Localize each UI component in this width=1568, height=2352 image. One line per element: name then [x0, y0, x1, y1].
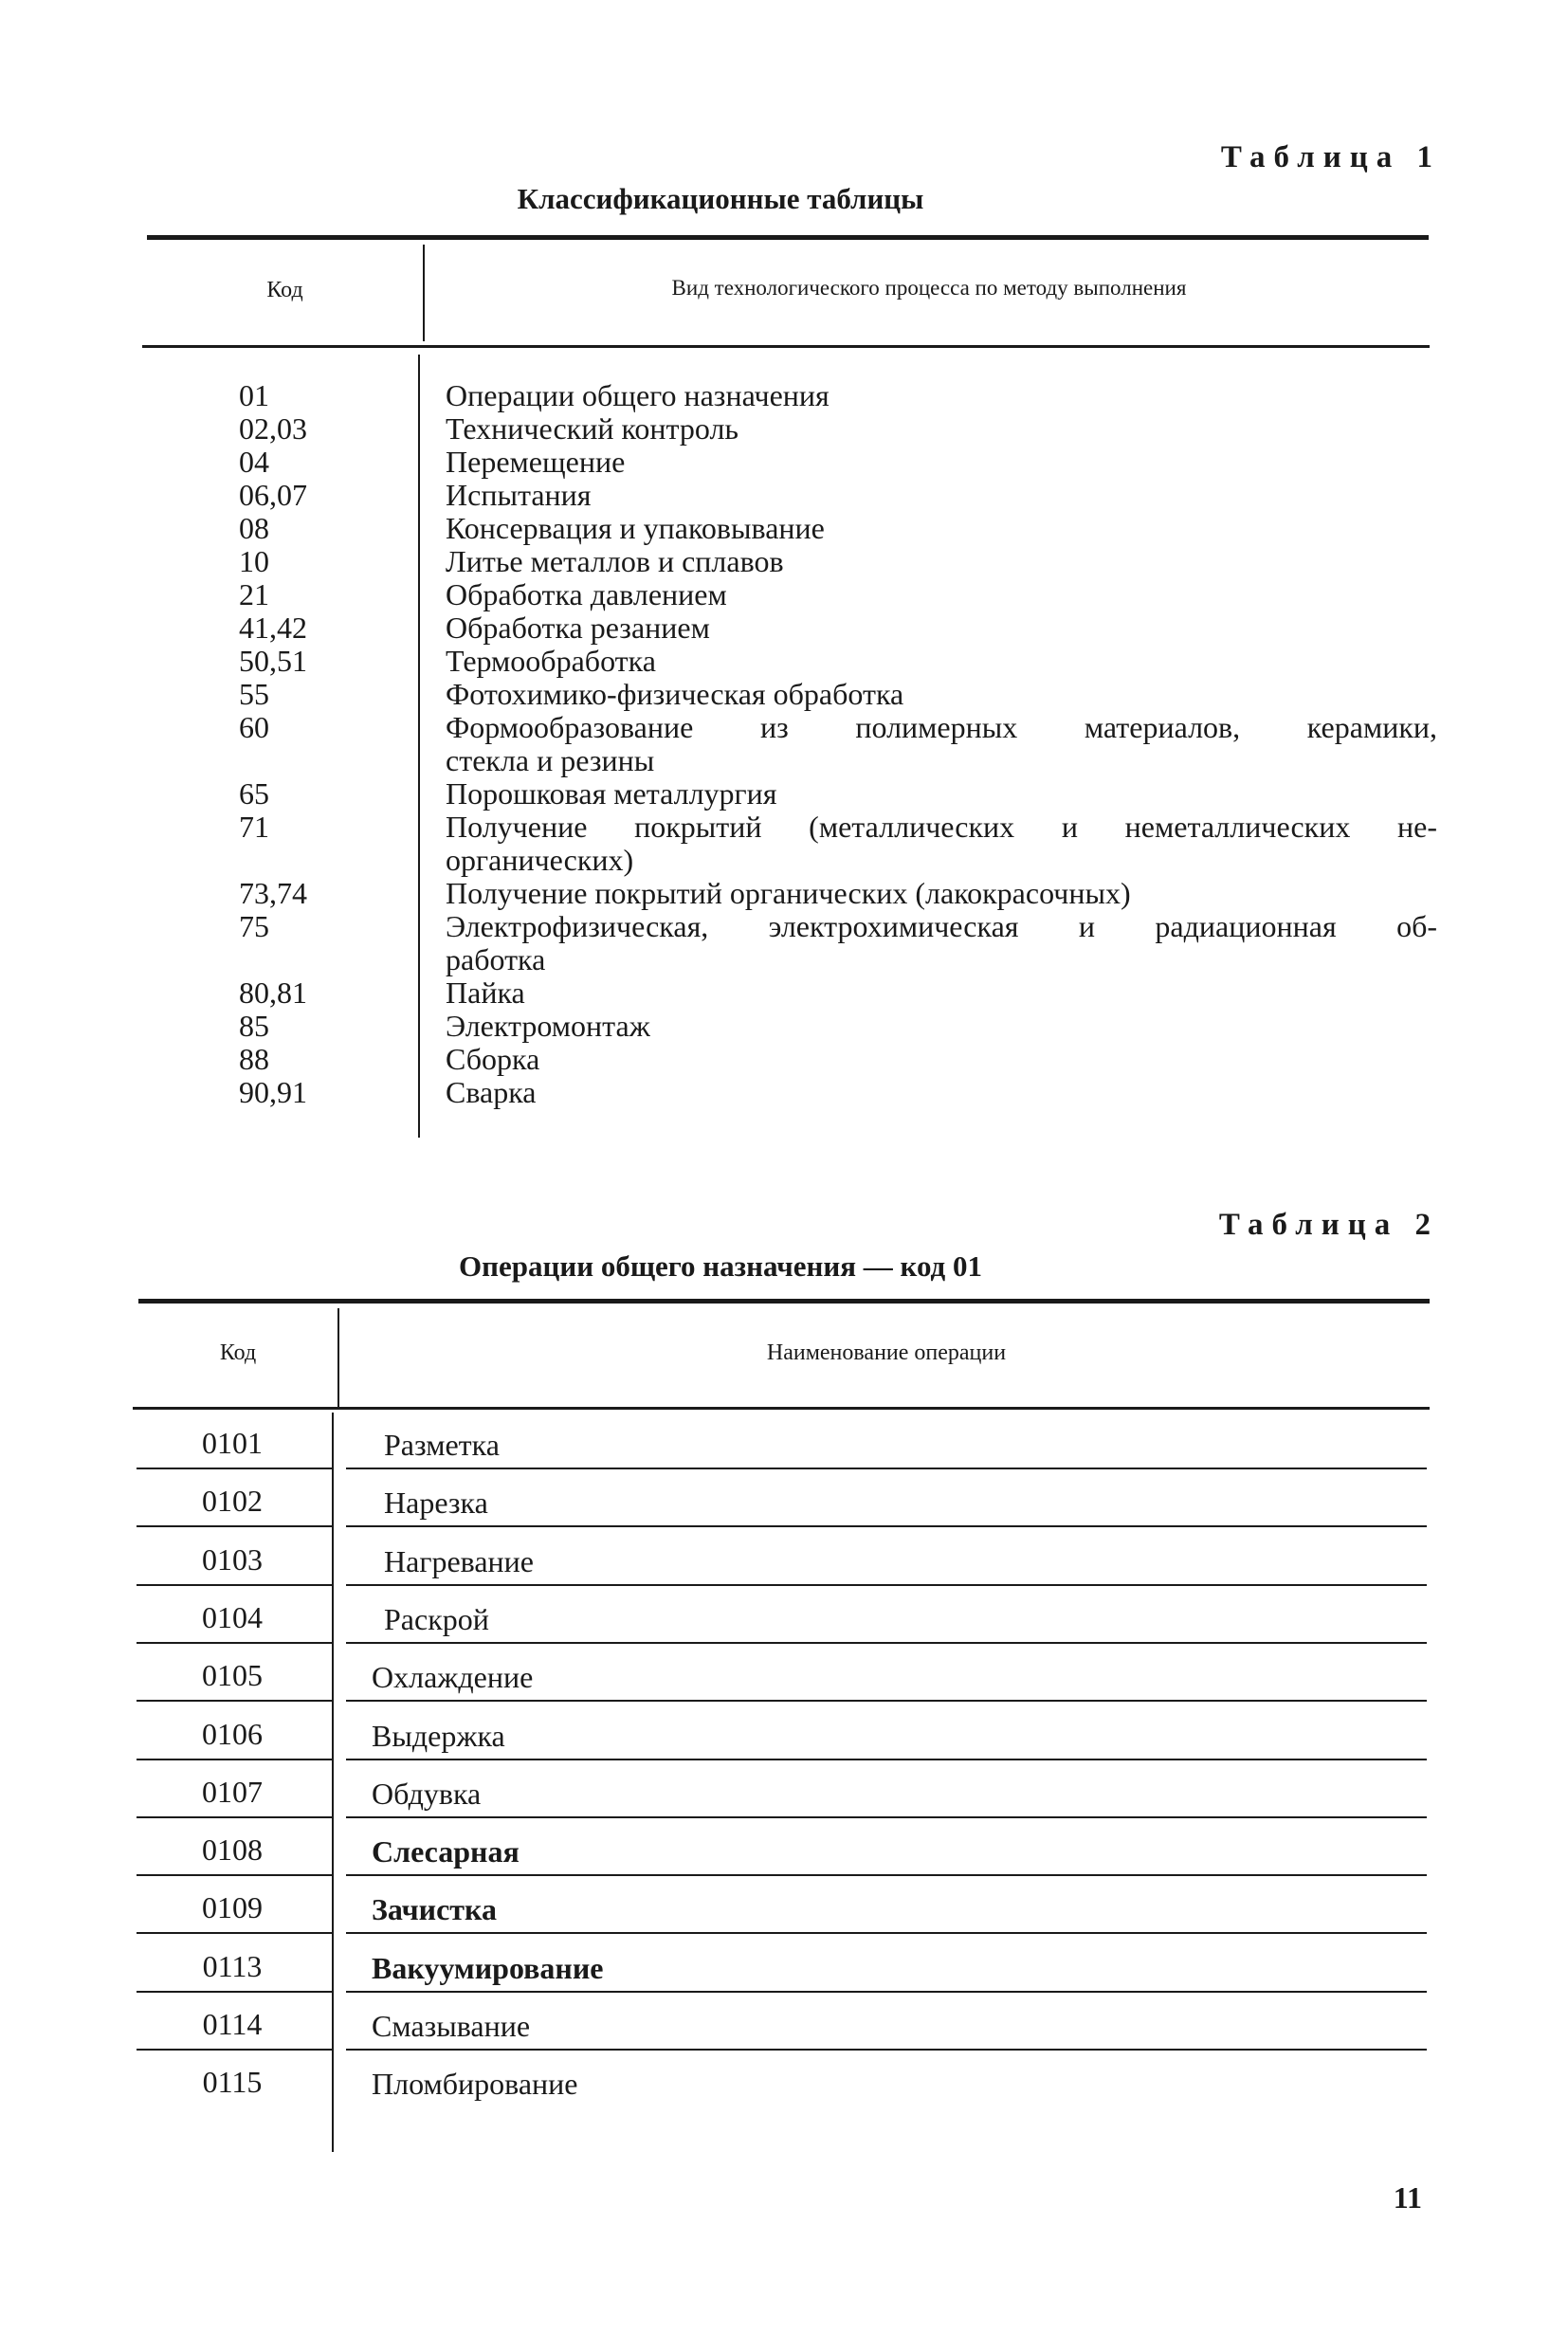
table-1-description-line: органических): [446, 843, 634, 877]
table-2-top-rule: [138, 1299, 1430, 1304]
table-1-description-line: стекла и резины: [446, 743, 655, 777]
table-1-description-line: Электрофизическая, электрохимическая и радиационная об-: [446, 909, 1437, 943]
operation-name: Вакуумирование: [372, 1950, 604, 1985]
table-1-description-line: Фотохимико-физическая обработка: [446, 677, 904, 711]
table-row: [133, 1994, 1430, 2051]
row-rule: [137, 1525, 332, 1527]
table-1-label: Таблица 1: [1220, 140, 1441, 174]
row-rule: [137, 1874, 332, 1876]
page-number: 11: [1393, 2180, 1422, 2215]
table-1-code: 10: [239, 544, 269, 578]
operation-code: 0114: [202, 2007, 263, 2041]
table-1-header-divider: [423, 245, 425, 341]
table-row: [133, 1587, 1430, 1645]
row-rule: [137, 1932, 332, 1934]
table-1-header-rule: [142, 345, 1430, 348]
table-1-code: 01: [239, 378, 269, 412]
table-1-code-column: [190, 379, 379, 1109]
table-row: [133, 1704, 1430, 1761]
table-1-code-spacer: [190, 744, 379, 777]
row-rule: [137, 1642, 332, 1644]
table-1-description-line: Литье металлов и сплавов: [446, 544, 784, 578]
operation-code: 0115: [202, 2065, 263, 2100]
operation-code: 0101: [202, 1426, 263, 1460]
table-1-header-code: Код: [266, 278, 303, 302]
table-1-title: Классификационные таблицы: [517, 182, 924, 215]
table-row: [133, 1936, 1430, 1994]
table-row: [133, 1645, 1430, 1703]
operation-name: Зачистка: [372, 1892, 497, 1927]
table-1-description-column: [446, 379, 1437, 1109]
operation-name: Выдержка: [372, 1718, 505, 1753]
table-row: [133, 1877, 1430, 1935]
operation-name: Обдувка: [372, 1776, 482, 1811]
table-1-code-spacer: [190, 844, 379, 877]
operation-code: 0113: [202, 1948, 263, 1983]
row-rule: [346, 2049, 1427, 2051]
row-rule: [137, 1816, 332, 1818]
table-1-description-line: Испытания: [446, 478, 592, 512]
table-1-header-description: Вид технологического процесса по методу выполнения: [671, 276, 1187, 300]
operation-code: 0105: [202, 1658, 263, 1693]
table-1-code: 21: [239, 577, 269, 611]
table-row: [133, 1761, 1430, 1819]
table-row: [133, 1470, 1430, 1528]
table-1-code: 85: [239, 1009, 269, 1043]
table-1-code: 41,42: [239, 611, 307, 645]
table-2-header-divider: [337, 1308, 339, 1409]
row-rule: [137, 2049, 332, 2051]
operation-code: 0108: [202, 1832, 263, 1868]
operation-code: 0107: [202, 1774, 263, 1809]
table-1-code: 71: [239, 810, 269, 844]
table-2-header-name: Наименование операции: [766, 1340, 1007, 1365]
table-row: [133, 1819, 1430, 1877]
row-rule: [346, 1932, 1427, 1934]
table-1-code-spacer: [190, 943, 379, 976]
table-1-code: 65: [239, 776, 269, 811]
table-1-description-line: Термообработка: [446, 644, 656, 678]
row-rule: [346, 1642, 1427, 1644]
table-1-code: 50,51: [239, 644, 307, 678]
table-1-code: 02,03: [239, 411, 307, 446]
row-rule: [346, 1468, 1427, 1469]
table-1-top-rule: [147, 235, 1429, 240]
table-row: [133, 1529, 1430, 1587]
row-rule: [137, 1468, 332, 1469]
table-1-description-line: Технический контроль: [446, 411, 739, 446]
row-rule: [137, 1991, 332, 1993]
row-rule: [137, 1759, 332, 1760]
row-rule: [346, 1874, 1427, 1876]
table-row: [133, 1413, 1430, 1470]
table-2-header-code: Код: [219, 1340, 257, 1365]
row-rule: [346, 1816, 1427, 1818]
table-1-description-line: работка: [446, 942, 546, 976]
row-rule: [137, 1700, 332, 1702]
operation-name: Пломбирование: [372, 2067, 578, 2102]
table-1-code: 80,81: [239, 975, 307, 1010]
table-1-code: 04: [239, 445, 269, 479]
operation-code: 0102: [202, 1484, 263, 1519]
operation-code: 0104: [202, 1599, 263, 1634]
table-1-description-line: Операции общего назначения: [446, 378, 830, 412]
operation-name: Охлаждение: [372, 1660, 534, 1695]
table-2-label: Таблица 2: [1218, 1208, 1439, 1242]
table-1-description-line: Консервация и упаковывание: [446, 511, 825, 545]
operation-code: 0109: [202, 1890, 263, 1925]
table-1-description-line: Формообразование из полимерных материалов, керамики,: [446, 710, 1437, 744]
table-1-code: 73,74: [239, 876, 307, 910]
table-1-description-line: Сборка: [446, 1042, 540, 1076]
row-rule: [346, 1991, 1427, 1993]
operation-name: Нагревание: [384, 1543, 534, 1578]
table-1-code: 55: [239, 677, 269, 711]
table-1-code: 60: [239, 710, 269, 744]
table-1-code: 90,91: [239, 1075, 307, 1109]
table-1-description-line: Порошковая металлургия: [446, 776, 777, 811]
table-1-description-line: Перемещение: [446, 445, 626, 479]
operation-name: Слесарная: [372, 1834, 520, 1869]
table-2-title: Операции общего назначения — код 01: [459, 1249, 982, 1283]
operation-code: 0106: [202, 1716, 263, 1751]
operation-name: Разметка: [384, 1428, 500, 1462]
row-rule: [346, 1759, 1427, 1760]
row-rule: [137, 1584, 332, 1586]
operation-code: 0103: [202, 1541, 263, 1577]
operation-name: Раскрой: [384, 1601, 489, 1636]
row-rule: [346, 1584, 1427, 1586]
table-1-code: 08: [239, 511, 269, 545]
table-1-description-line: Обработка давлением: [446, 577, 727, 611]
table-1-code: 75: [239, 909, 269, 943]
table-1-description-line: Электромонтаж: [446, 1009, 650, 1043]
operation-name: Смазывание: [372, 2009, 531, 2043]
table-1-description-line: Пайка: [446, 975, 525, 1010]
table-1-description-line: Получение покрытий (металлических и неметаллических не-: [446, 810, 1437, 844]
table-1-body-divider: [418, 355, 420, 1138]
row-rule: [346, 1525, 1427, 1527]
table-row: [133, 2051, 1430, 2109]
row-rule: [346, 1700, 1427, 1702]
table-1-code: 06,07: [239, 478, 307, 512]
table-1-description-line: Сварка: [446, 1075, 537, 1109]
table-2-header-rule: [133, 1407, 1430, 1410]
table-1-description-line: Получение покрытий органических (лакокрасочных): [446, 876, 1131, 910]
table-1-description-line: Обработка резанием: [446, 611, 710, 645]
operation-name: Нарезка: [384, 1486, 488, 1521]
table-1-code: 88: [239, 1042, 269, 1076]
